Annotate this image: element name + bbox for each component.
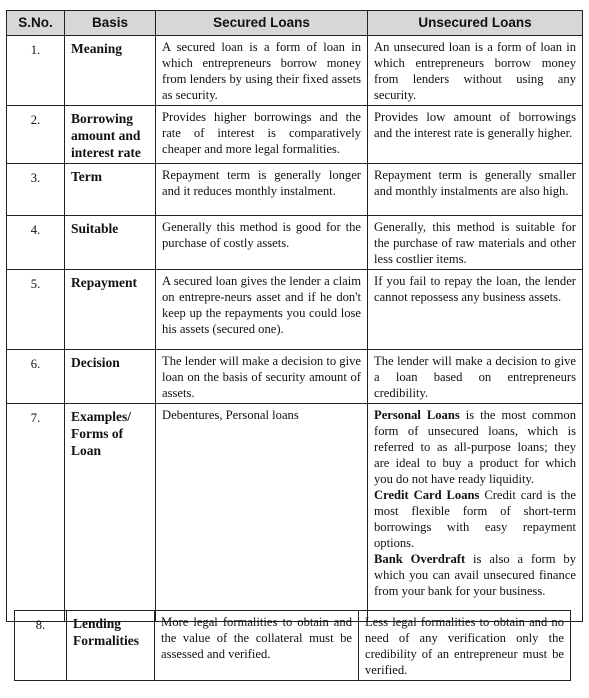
header-basis: Basis [65, 11, 156, 36]
header-unsecured: Unsecured Loans [368, 11, 583, 36]
row-secured: Repayment term is generally longer and it reduces monthly instalment. [156, 164, 368, 216]
row-secured: Debentures, Personal loans [156, 404, 368, 622]
row-secured: The lender will make a decision to give loan on the basis of security amount of assets. [156, 350, 368, 404]
comparison-table-continued [14, 610, 571, 681]
row-secured: Provides higher borrowings and the rate of interest is comparatively cheaper and more legal formalities. [156, 106, 368, 164]
row-unsecured: Repayment term is generally smaller and monthly instalments are also high. [368, 164, 583, 216]
header-row [7, 11, 583, 36]
row-unsecured: Provides low amount of borrowings and the interest rate is generally higher. [368, 106, 583, 164]
table-row [7, 106, 583, 164]
row-unsecured: Generally, this method is suitable for the purchase of raw materials and other less costlier items. [368, 216, 583, 270]
row-unsecured: If you fail to repay the loan, the lender cannot repossess any business assets. [368, 270, 583, 350]
table-row [15, 611, 571, 681]
row-sno: 3. [7, 164, 65, 216]
row-basis: Decision [65, 350, 156, 404]
row-sno: 5. [7, 270, 65, 350]
row-unsecured [368, 404, 583, 622]
row-basis: Borrowing amount and interest rate [65, 106, 156, 164]
row-secured: A secured loan gives the lender a claim on entrepre-neurs asset and if he don't keep up the repayments you could lose his assets (secured one). [156, 270, 368, 350]
credit-card-loans-title: Credit Card Loans [374, 488, 480, 502]
table-row [7, 404, 583, 622]
row-basis: Term [65, 164, 156, 216]
row-sno: 8. [15, 611, 67, 681]
table-row [7, 36, 583, 106]
row-unsecured: Less legal formalities to obtain and no need of any verification only the credibility of an entrepreneur must be verified. [359, 611, 571, 681]
row-basis: Examples/ Forms of Loan [65, 404, 156, 622]
row-unsecured: The lender will make a decision to give a loan based on entrepreneurs credibility. [368, 350, 583, 404]
row-sno: 6. [7, 350, 65, 404]
page-bottom-margin [0, 684, 589, 698]
header-sno: S.No. [7, 11, 65, 36]
header-secured: Secured Loans [156, 11, 368, 36]
credit-card-loans-text: Credit card is the most flexible form of short-term borrowings with easy repayment options. [374, 488, 576, 550]
comparison-table [6, 10, 583, 622]
row-basis: Meaning [65, 36, 156, 106]
row-basis: Suitable [65, 216, 156, 270]
personal-loans-text: is the most common form of unsecured loans, which is referred to as all-purpose loans; they are ideal to buy a product for which you do not have ready liquidity. [374, 408, 576, 486]
row-sno: 1. [7, 36, 65, 106]
personal-loans-title: Personal Loans [374, 408, 460, 422]
row-sno: 7. [7, 404, 65, 622]
row-unsecured: An unsecured loan is a form of loan in which entrepreneurs borrow money from lenders without using any security. [368, 36, 583, 106]
row-basis: Repayment [65, 270, 156, 350]
row-secured: More legal formalities to obtain and the value of the collateral must be assessed and verified. [155, 611, 359, 681]
table-row [7, 164, 583, 216]
bank-overdraft-text: is also a form by which you can avail unsecured finance from your bank for your business. [374, 552, 576, 598]
row-secured: A secured loan is a form of loan in which entrepreneurs borrow money from lenders by using their fixed assets as security. [156, 36, 368, 106]
row-sno: 4. [7, 216, 65, 270]
table-row [7, 350, 583, 404]
bank-overdraft-title: Bank Overdraft [374, 552, 466, 566]
table-row [7, 216, 583, 270]
row-sno: 2. [7, 106, 65, 164]
table-row [7, 270, 583, 350]
row-basis: Lending Formalities [67, 611, 155, 681]
row-secured: Generally this method is good for the purchase of costly assets. [156, 216, 368, 270]
